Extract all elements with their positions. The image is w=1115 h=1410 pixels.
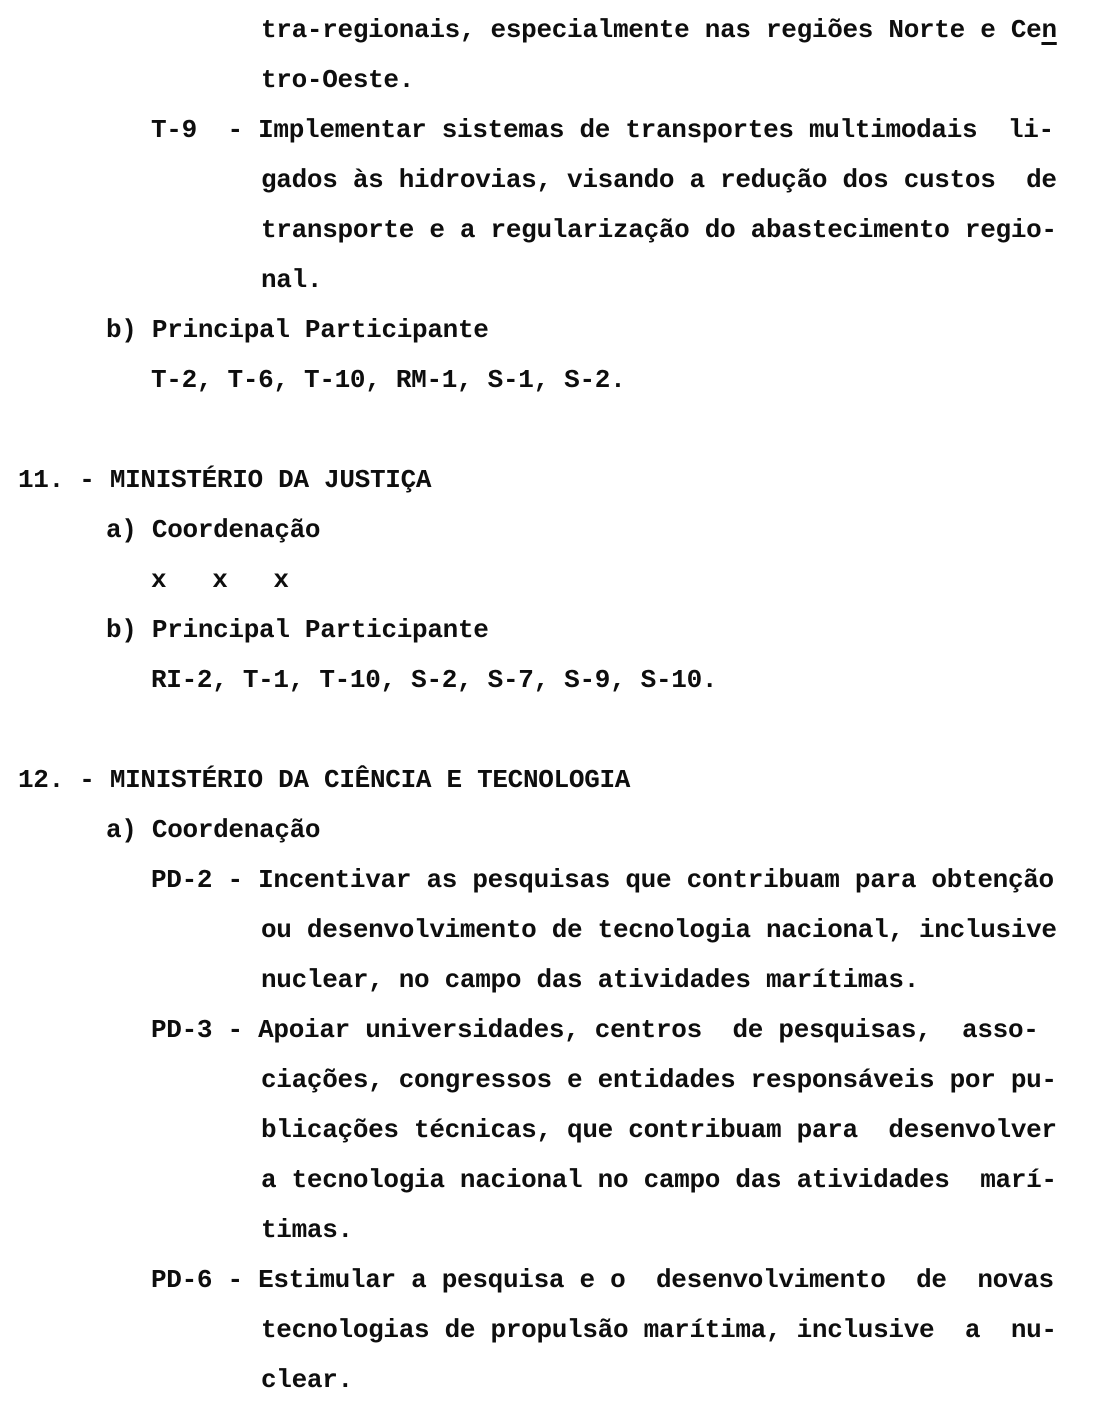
item-pd3-line-4: a tecnologia nacional no campo das atividades marí- — [261, 1165, 1057, 1195]
item-pd3-line-3: blicações técnicas, que contribuam para desenvolver — [261, 1115, 1057, 1145]
sec11-b-label: b) Principal Participante — [106, 615, 489, 645]
sec11-heading: 11. - MINISTÉRIO DA JUSTIÇA — [18, 465, 432, 495]
continuation-line-1-text: tra-regionais, especialmente nas regiões Norte e Ce — [261, 15, 1042, 45]
section-gap — [0, 405, 1115, 455]
item-t9-line-2: gados às hidrovias, visando a redução dos custos de — [261, 165, 1057, 195]
continuation-line-1 — [0, 5, 1115, 55]
item-pd2-line-1: PD-2 - Incentivar as pesquisas que contribuam para obtenção — [151, 865, 1054, 895]
sec10-b-label: b) Principal Participante — [106, 315, 489, 345]
item-pd3-line-2: ciações, congressos e entidades responsáveis por pu- — [261, 1065, 1057, 1095]
sec12-a-label: a) Coordenação — [106, 815, 321, 845]
item-t9-line-1: T-9 - Implementar sistemas de transportes multimodais li- — [151, 115, 1054, 145]
item-pd6-line-2: tecnologias de propulsão marítima, inclusive a nu- — [261, 1315, 1057, 1345]
section-gap — [0, 705, 1115, 755]
sec10-b-list: T-2, T-6, T-10, RM-1, S-1, S-2. — [151, 365, 626, 395]
item-pd6-line-3: clear. — [261, 1365, 353, 1395]
sec11-b-list: RI-2, T-1, T-10, S-2, S-7, S-9, S-10. — [151, 665, 718, 695]
item-pd6-line-1: PD-6 - Estimular a pesquisa e o desenvolvimento de novas — [151, 1265, 1054, 1295]
item-t9-line-3: transporte e a regularização do abastecimento regio- — [261, 215, 1057, 245]
sec11-a-value: x x x — [151, 565, 289, 595]
sec12-heading: 12. - MINISTÉRIO DA CIÊNCIA E TECNOLOGIA — [18, 765, 631, 795]
sec11-a-label: a) Coordenação — [106, 515, 321, 545]
continuation-line-2: tro-Oeste. — [261, 65, 415, 95]
item-pd2-line-2: ou desenvolvimento de tecnologia nacional, inclusive — [261, 915, 1057, 945]
item-pd2-line-3: nuclear, no campo das atividades marítimas. — [261, 965, 920, 995]
continuation-line-1-underlined-char: n — [1041, 15, 1057, 45]
item-pd3-line-1: PD-3 - Apoiar universidades, centros de pesquisas, asso- — [151, 1015, 1039, 1045]
item-pd3-line-5: timas. — [261, 1215, 353, 1245]
item-t9-line-4: nal. — [261, 265, 323, 295]
